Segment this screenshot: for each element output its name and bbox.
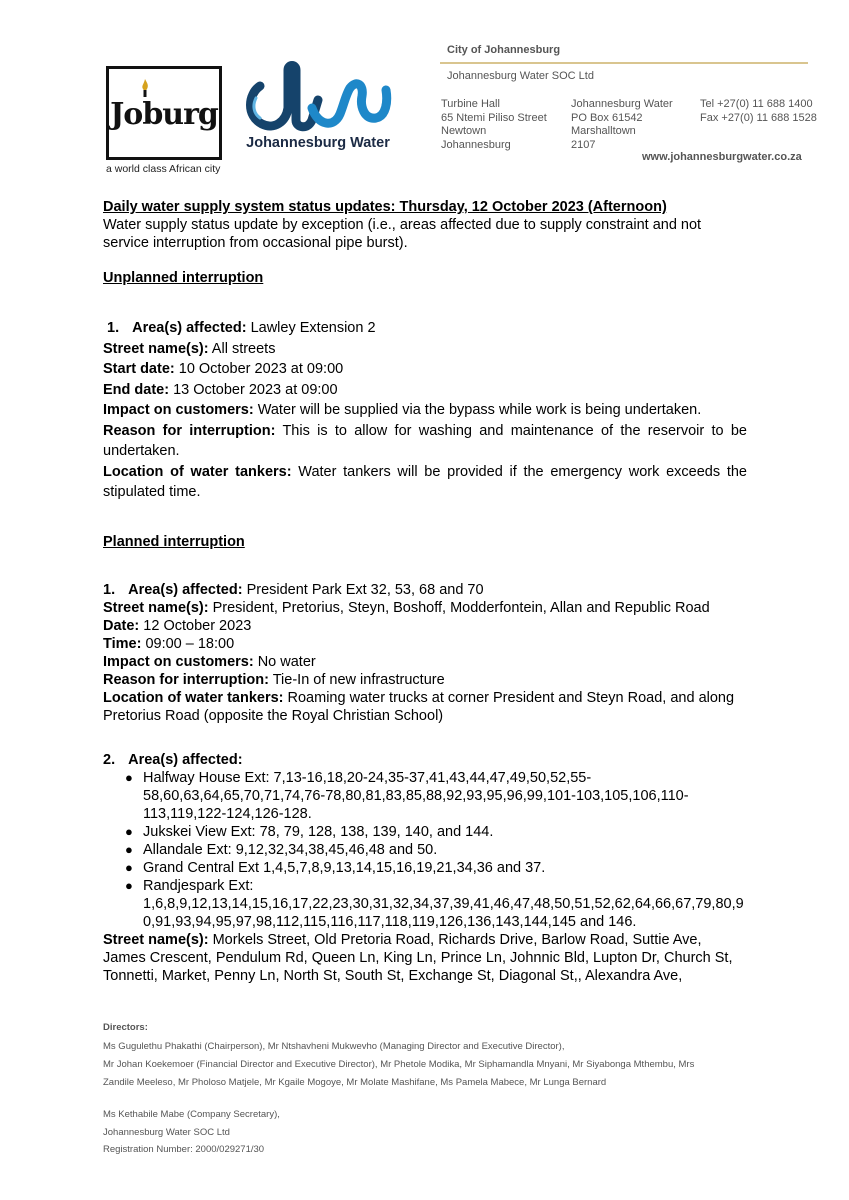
unplanned-impact — [103, 400, 747, 421]
header-company: Johannesburg Water SOC Ltd — [447, 70, 594, 82]
list-item: ● Randjespark Ext: 1,6,8,9,12,13,14,15,16,17,22,23,30,31,32,34,37,39,41,46,47,48,50,51,52,62,64,66,67,79,80,90,91,93,94,95,97,98,112,115,116,117,118,119,126,136,143,144,145 and 146. — [125, 877, 744, 930]
unplanned-reason — [103, 421, 747, 462]
address-line: 65 Ntemi Piliso Street — [441, 111, 547, 124]
end-value: 13 October 2023 at 09:00 — [173, 381, 338, 398]
area-value: President Park Ext 32, 53, 68 and 70 — [246, 581, 484, 598]
tankers-value: Water tankers will be provided if the emergency work exceeds the stipulated time. — [103, 463, 747, 500]
address-line: PO Box 61542 — [571, 111, 643, 124]
bullet-icon: ● — [125, 769, 133, 785]
list-item: ● Grand Central Ext 1,4,5,7,8,9,13,14,15,16,19,21,34,36 and 37. — [125, 859, 546, 876]
street-value: President, Pretorius, Steyn, Boshoff, Modderfontein, Allan and Republic Road — [212, 599, 710, 616]
postal-address — [571, 98, 673, 152]
address-line: 2107 — [571, 138, 596, 151]
address-line: Marshalltown — [571, 125, 636, 137]
unplanned-area — [103, 318, 747, 339]
date-label: Date: — [103, 617, 140, 634]
planned-heading: Planned interruption — [103, 533, 245, 550]
johannesburg-water-logo-text: Johannesburg Water — [246, 135, 390, 151]
bullet-icon: ● — [125, 859, 133, 875]
street-label: Street name(s): — [103, 599, 209, 616]
planned-1-street — [103, 599, 747, 617]
bullet-icon: ● — [125, 823, 133, 839]
start-value: 10 October 2023 at 09:00 — [178, 361, 344, 377]
unplanned-start — [103, 359, 747, 380]
address-line: Johannesburg Water — [571, 98, 673, 110]
planned-1-area — [103, 581, 747, 599]
reason-label: Reason for interruption: — [103, 422, 276, 439]
directors-label: Directors: — [103, 1022, 148, 1033]
company-line: Johannesburg Water SOC Ltd — [103, 1126, 230, 1138]
document-title: Daily water supply system status updates: Thursday, 12 October 2023 (Afternoon) — [103, 199, 667, 215]
reason-value: Tie-In of new infrastructure — [272, 671, 445, 688]
end-label: End date: — [103, 381, 170, 398]
area-label: Area(s) affected: — [128, 581, 243, 598]
directors-line: Ms Gugulethu Phakathi (Chairperson), Mr Ntshavheni Mukwevho (Managing Director and Executive Director), — [103, 1041, 565, 1052]
tankers-label: Location of water tankers: — [103, 689, 284, 706]
joburg-logo-text: Joburg — [110, 97, 218, 132]
directors-list — [103, 1038, 743, 1092]
website-link[interactable]: www.johannesburgwater.co.za — [642, 151, 802, 163]
street-value: All streets — [211, 340, 276, 357]
street-value: Morkels Street, Old Pretoria Road, Richards Drive, Barlow Road, Suttie Ave, James Crescent, Pendulum Rd, Queen Ln, King Ln, Prince Ln, Johnnic Bld, Lupton Dr, Church St, Tonnetti, Market, Penny Ln, North St, South St, Exchange St, Diagonal St,, Alexandra Ave, — [103, 931, 733, 984]
secretary-line: Ms Kethabile Mabe (Company Secretary), — [103, 1109, 280, 1120]
directors-line: Mr Johan Koekemoer (Financial Director and Executive Director), Mr Phetole Modika, Mr Siphamandla Mnyani, Mr Siyabonga Mthembu, Mrs — [103, 1059, 695, 1070]
telephone: Tel +27(0) 11 688 1400 — [700, 98, 813, 110]
street-label: Street name(s): — [103, 340, 209, 357]
planned-1-time — [103, 635, 747, 653]
planned-1-impact — [103, 653, 747, 671]
time-value: 09:00 – 18:00 — [145, 635, 235, 652]
header-divider — [440, 62, 808, 64]
unplanned-heading: Unplanned interruption — [103, 270, 264, 286]
area-label: Area(s) affected: — [128, 751, 243, 768]
planned-1-tankers — [103, 689, 747, 725]
reason-label: Reason for interruption: — [103, 671, 269, 688]
bullet-icon: ● — [125, 841, 133, 857]
tankers-value: Roaming water trucks at corner President and Steyn Road, and along Pretorius Road (opposite the Royal Christian School) — [103, 689, 735, 724]
impact-label: Impact on customers: — [103, 402, 254, 418]
item-number: 1. — [103, 581, 116, 598]
area-value: Lawley Extension 2 — [250, 320, 376, 336]
item-number: 2. — [103, 751, 116, 768]
impact-value: No water — [257, 653, 316, 670]
unplanned-tankers — [103, 462, 747, 503]
header-city: City of Johannesburg — [447, 44, 561, 56]
fax: Fax +27(0) 11 688 1528 — [700, 111, 817, 124]
item-number: 1. — [107, 320, 120, 336]
company-secretary — [103, 1106, 743, 1159]
joburg-tagline: a world class African city — [106, 163, 221, 175]
reason-value: This is to allow for washing and maintenance of the reservoir to be undertaken. — [103, 422, 747, 459]
physical-address — [441, 98, 547, 152]
date-value: 12 October 2023 — [143, 617, 252, 634]
street-label: Street name(s): — [103, 931, 209, 948]
directors-line: Zandile Meeleso, Mr Pholoso Matjele, Mr Kgaile Mogoye, Mr Molate Mashifane, Ms Pamela Mabece, Mr Lunga Bernard — [103, 1077, 607, 1088]
planned-2-area — [103, 751, 747, 769]
address-line: Turbine Hall — [441, 98, 500, 110]
address-line: Johannesburg — [441, 138, 511, 151]
impact-value: Water will be supplied via the bypass while work is being undertaken. — [257, 402, 702, 418]
list-item: ● Jukskei View Ext: 78, 79, 128, 138, 139, 140, and 144. — [125, 823, 494, 840]
planned-1-reason — [103, 671, 747, 689]
address-line: Newtown — [441, 125, 487, 137]
impact-label: Impact on customers: — [103, 653, 254, 670]
affected-areas-list — [103, 769, 747, 931]
unplanned-end — [103, 380, 747, 401]
registration-line: Registration Number: 2000/029271/30 — [103, 1144, 265, 1155]
flame-icon — [140, 79, 150, 97]
planned-2-street — [103, 931, 747, 985]
johannesburg-water-logo — [238, 60, 398, 160]
start-label: Start date: — [103, 361, 175, 377]
area-label: Area(s) affected: — [132, 320, 247, 336]
document-body — [103, 198, 747, 985]
tankers-label: Location of water tankers: — [103, 463, 292, 480]
time-label: Time: — [103, 635, 142, 652]
bullet-icon: ● — [125, 877, 133, 893]
planned-1-date — [103, 617, 747, 635]
joburg-logo — [106, 66, 222, 160]
list-item: ● Halfway House Ext: 7,13-16,18,20-24,35-37,41,43,44,47,49,50,52,55-58,60,63,64,65,70,71,74,76-78,80,81,83,85,88,92,93,95,96,99,101-103,105,106,110-113,119,122-124,126-128. — [125, 769, 689, 822]
contact-numbers — [700, 98, 817, 125]
unplanned-street — [103, 339, 747, 360]
intro-paragraph: Water supply status update by exception (i.e., areas affected due to supply constraint and not service interruption from occasional pipe burst). — [103, 217, 702, 251]
list-item: ● Allandale Ext: 9,12,32,34,38,45,46,48 and 50. — [125, 841, 438, 858]
water-wave-icon — [238, 60, 398, 136]
